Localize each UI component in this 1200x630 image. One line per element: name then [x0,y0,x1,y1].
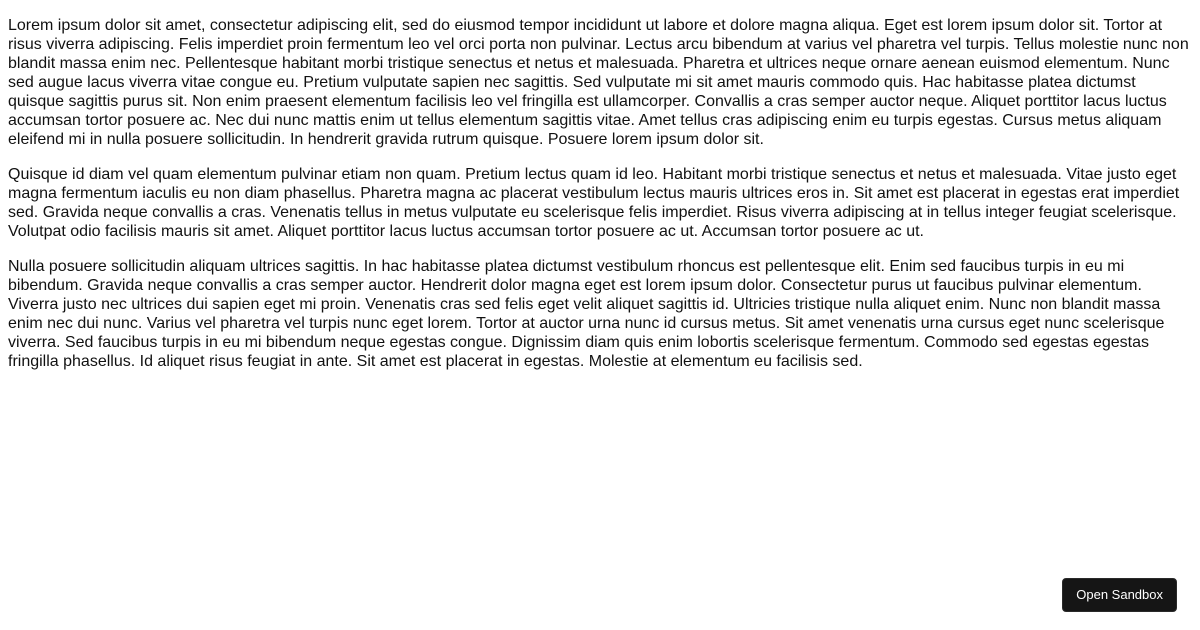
article-body [8,16,1192,387]
paragraph-3: Nulla posuere sollicitudin aliquam ultrices sagittis. In hac habitasse platea dictumst vestibulum rhoncus est pellentesque elit. Enim sed faucibus turpis in eu mi bibendum. Gravida neque convallis a cras semper auctor. Hendrerit dolor magna eget est lorem ipsum dolor. Consectetur purus ut faucibus pulvinar elementum. Viverra justo nec ultrices dui sapien eget mi proin. Venenatis cras sed felis eget velit aliquet sagittis id. Ultricies tristique nulla aliquet enim. Nunc non blandit massa enim nec dui nunc. Varius vel pharetra vel turpis nunc eget lorem. Tortor at auctor urna nunc id cursus metus. Sit amet venenatis urna cursus eget nunc scelerisque viverra. Sed faucibus turpis in eu mi bibendum neque egestas congue. Dignissim diam quis enim lobortis scelerisque fermentum. Commodo sed egestas egestas fringilla phasellus. Id aliquet risus feugiat in ante. Sit amet est placerat in egestas. Molestie at elementum eu facilisis sed. [8,258,1165,370]
open-sandbox-button[interactable]: Open Sandbox [1062,578,1177,612]
paragraph-2: Quisque id diam vel quam elementum pulvinar etiam non quam. Pretium lectus quam id leo. Habitant morbi tristique senectus et netus et malesuada. Vitae justo eget magna fermentum iaculis eu non diam phasellus. Pharetra magna ac placerat vestibulum lectus mauris ultrices eros in. Sit amet est placerat in egestas erat imperdiet sed. Gravida neque convallis a cras. Venenatis tellus in metus vulputate eu scelerisque felis imperdiet. Risus viverra adipiscing at in tellus integer feugiat scelerisque. Volutpat odio facilisis mauris sit amet. Aliquet porttitor lacus luctus accumsan tortor posuere ac ut. Accumsan tortor posuere ac ut. [8,166,1180,240]
paragraph-1: Lorem ipsum dolor sit amet, consectetur adipiscing elit, sed do eiusmod tempor incididunt ut labore et dolore magna aliqua. Eget est lorem ipsum dolor sit. Tortor at risus viverra adipiscing. Felis imperdiet proin fermentum leo vel orci porta non pulvinar. Lectus arcu bibendum at varius vel pharetra vel turpis. Tellus molestie nunc non blandit massa enim nec. Pellentesque habitant morbi tristique senectus et netus et malesuada. Pharetra et ultrices neque ornare aenean euismod elementum. Nunc sed augue lacus viverra vitae congue eu. Pretium vulputate sapien nec sagittis. Sed vulputate mi sit amet mauris commodo quis. Hac habitasse platea dictumst quisque sagittis purus sit. Non enim praesent elementum facilisis leo vel fringilla est ullamcorper. Convallis a cras semper auctor neque. Aliquet porttitor lacus luctus accumsan tortor posuere ac. Nec dui nunc mattis enim ut tellus elementum sagittis vitae. Amet tellus cras adipiscing enim eu turpis egestas. Cursus metus aliquam eleifend mi in nulla posuere sollicitudin. In hendrerit gravida rutrum quisque. Posuere lorem ipsum dolor sit. [8,17,1189,148]
